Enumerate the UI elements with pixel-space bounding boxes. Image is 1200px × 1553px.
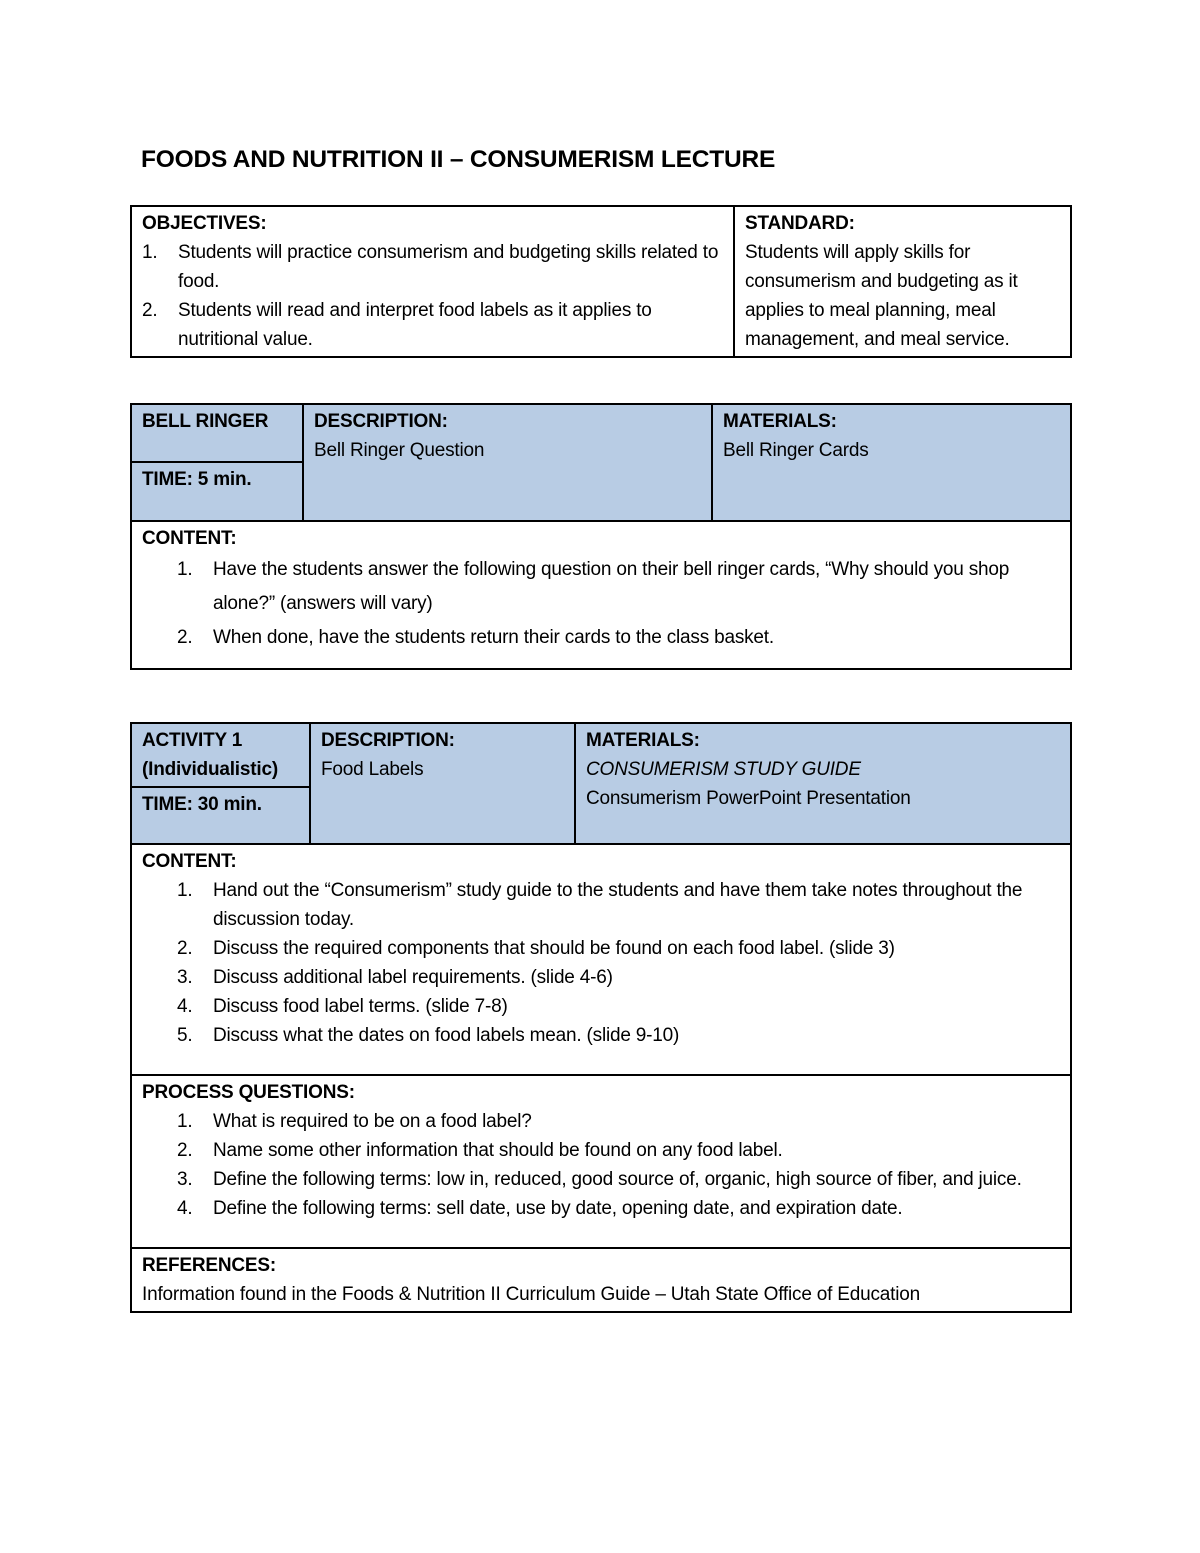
bell-ringer-content-list	[142, 553, 1060, 655]
list-item: 3. Define the following terms: low in, reduced, good source of, organic, high source of fiber, and juice.	[177, 1169, 1022, 1190]
bell-ringer-label: BELL RINGER	[131, 404, 303, 462]
objectives-label: OBJECTIVES:	[142, 213, 267, 234]
list-item: 4. Define the following terms: sell date, use by date, opening date, and expiration date.	[177, 1198, 903, 1219]
materials-study-guide: CONSUMERISM STUDY GUIDE	[586, 759, 861, 780]
list-item: 5. Discuss what the dates on food labels mean. (slide 9-10)	[177, 1025, 680, 1046]
page-title: FOODS AND NUTRITION II – CONSUMERISM LECTURE	[141, 146, 776, 173]
question-text: What is required to be on a food label?	[213, 1111, 532, 1132]
standard-label: STANDARD:	[745, 213, 855, 234]
description-label: DESCRIPTION:	[321, 730, 455, 751]
activity-1-time: TIME: 30 min.	[131, 787, 310, 844]
activity-1-content-cell	[131, 844, 1071, 1075]
objective-text: Students will read and interpret food labels as it applies to nutritional value.	[178, 300, 652, 350]
materials-presentation: Consumerism PowerPoint Presentation	[586, 788, 911, 809]
list-item: 4. Discuss food label terms. (slide 7-8)	[177, 996, 508, 1017]
objectives-list	[142, 238, 723, 354]
content-text: Have the students answer the following question on their bell ringer cards, “Why should you shop alone?” (answers will vary)	[213, 559, 1010, 614]
process-questions-list	[142, 1107, 1060, 1223]
standard-cell	[734, 206, 1071, 357]
references-cell	[131, 1248, 1071, 1312]
content-text: Discuss additional label requirements. (slide 4-6)	[213, 967, 613, 988]
activity-1-description-cell	[310, 723, 575, 844]
list-item: 1. What is required to be on a food label?	[177, 1111, 532, 1132]
list-item: 2. When done, have the students return their cards to the class basket.	[177, 627, 774, 648]
process-questions-cell	[131, 1075, 1071, 1248]
bell-ringer-description-cell	[303, 404, 712, 521]
content-text: Discuss food label terms. (slide 7-8)	[213, 996, 508, 1017]
description-text: Bell Ringer Question	[314, 440, 485, 461]
activity-1-label	[131, 723, 310, 787]
list-item: 2. Students will read and interpret food labels as it applies to nutritional value.	[142, 300, 652, 350]
content-text: Discuss the required components that should be found on each food label. (slide 3)	[213, 938, 895, 959]
list-item: 1. Have the students answer the following question on their bell ringer cards, “Why should you shop alone?” (answers will vary)	[177, 559, 1010, 614]
bell-ringer-table	[130, 403, 1072, 670]
activity-title: ACTIVITY 1	[142, 730, 243, 751]
list-item: 1. Hand out the “Consumerism” study guide to the students and have them take notes throughout the discussion today.	[177, 880, 1023, 930]
content-text: When done, have the students return their cards to the class basket.	[213, 627, 774, 648]
bell-ringer-materials-cell	[712, 404, 1071, 521]
question-text: Define the following terms: low in, reduced, good source of, organic, high source of fiber, and juice.	[213, 1169, 1022, 1190]
materials-text: Bell Ringer Cards	[723, 440, 869, 461]
references-text: Information found in the Foods & Nutrition II Curriculum Guide – Utah State Office of Education	[142, 1284, 921, 1305]
list-item: 1. Students will practice consumerism and budgeting skills related to food.	[142, 242, 719, 292]
list-item: 2. Name some other information that should be found on any food label.	[177, 1140, 783, 1161]
objectives-cell	[131, 206, 734, 357]
standard-text: Students will apply skills for consumerism and budgeting as it applies to meal planning, meal management, and meal service.	[745, 242, 1018, 350]
description-text: Food Labels	[321, 759, 424, 780]
list-item: 3. Discuss additional label requirements. (slide 4-6)	[177, 967, 613, 988]
question-text: Name some other information that should be found on any food label.	[213, 1140, 783, 1161]
content-label: CONTENT:	[142, 851, 237, 872]
question-text: Define the following terms: sell date, use by date, opening date, and expiration date.	[213, 1198, 903, 1219]
bell-ringer-time: TIME: 5 min.	[131, 462, 303, 521]
content-text: Discuss what the dates on food labels mean. (slide 9-10)	[213, 1025, 680, 1046]
bell-ringer-content-cell	[131, 521, 1071, 669]
activity-1-materials-cell	[575, 723, 1071, 844]
objective-text: Students will practice consumerism and budgeting skills related to food.	[178, 242, 719, 292]
process-questions-label: PROCESS QUESTIONS:	[142, 1082, 355, 1103]
references-label: REFERENCES:	[142, 1255, 276, 1276]
activity-1-content-list	[142, 876, 1060, 1050]
objectives-table	[130, 205, 1072, 358]
description-label: DESCRIPTION:	[314, 411, 448, 432]
activity-mode: (Individualistic)	[142, 759, 278, 780]
materials-label: MATERIALS:	[723, 411, 837, 432]
activity-1-table	[130, 722, 1072, 1313]
content-text: Hand out the “Consumerism” study guide to the students and have them take notes throughout the discussion today.	[213, 880, 1023, 930]
materials-label: MATERIALS:	[586, 730, 700, 751]
list-item: 2. Discuss the required components that should be found on each food label. (slide 3)	[177, 938, 895, 959]
content-label: CONTENT:	[142, 528, 237, 549]
